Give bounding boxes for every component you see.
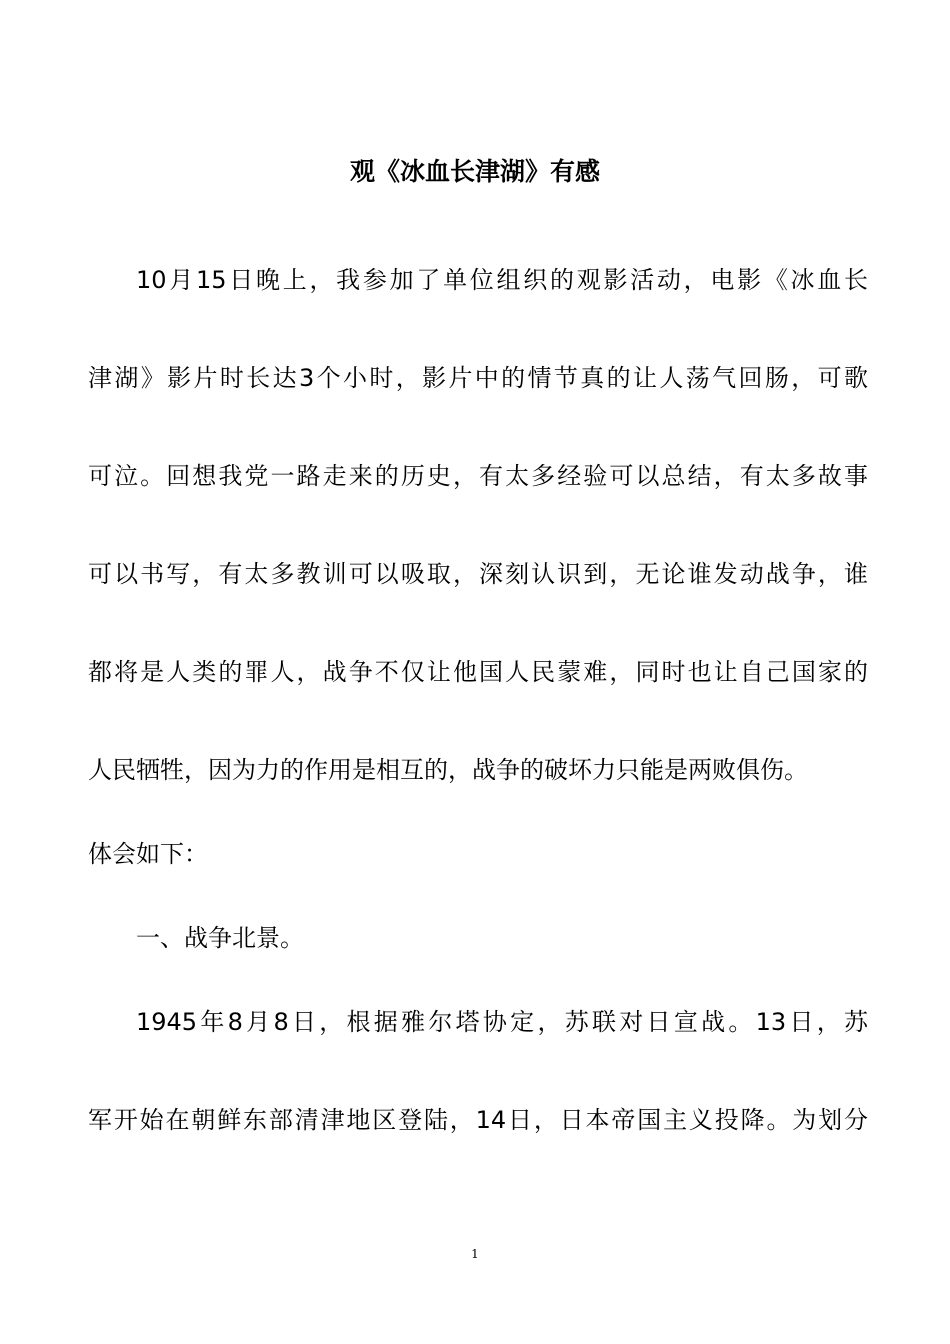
paragraph-line: 体会如下： (88, 840, 208, 868)
document-body (88, 260, 868, 1140)
paragraph-line: 津湖》影片时长达3个小时，影片中的情节真的让人荡气回肠，可歌 (88, 364, 868, 392)
paragraph-line: 军开始在朝鲜东部清津地区登陆，14日，日本帝国主义投降。为划分 (88, 1106, 868, 1134)
document-title: 观《冰血长津湖》有感 (349, 157, 600, 186)
paragraph-line: 1945年8月8日，根据雅尔塔协定，苏联对日宣战。13日，苏 (136, 1008, 868, 1036)
paragraph-line: 可泣。回想我党一路走来的历史，有太多经验可以总结，有太多故事 (88, 462, 868, 490)
paragraph-line: 人民牺牲，因为力的作用是相互的，战争的破坏力只能是两败俱伤。 (88, 756, 808, 784)
paragraph-line: 10月15日晚上，我参加了单位组织的观影活动，电影《冰血长 (136, 266, 868, 294)
page-number: 1 (471, 1247, 479, 1261)
paragraph-line: 可以书写，有太多教训可以吸取，深刻认识到，无论谁发动战争，谁 (88, 560, 868, 588)
paragraph-line: 都将是人类的罪人，战争不仅让他国人民蒙难，同时也让自己国家的 (88, 658, 868, 686)
section-heading: 一、战争北景。 (136, 924, 304, 952)
